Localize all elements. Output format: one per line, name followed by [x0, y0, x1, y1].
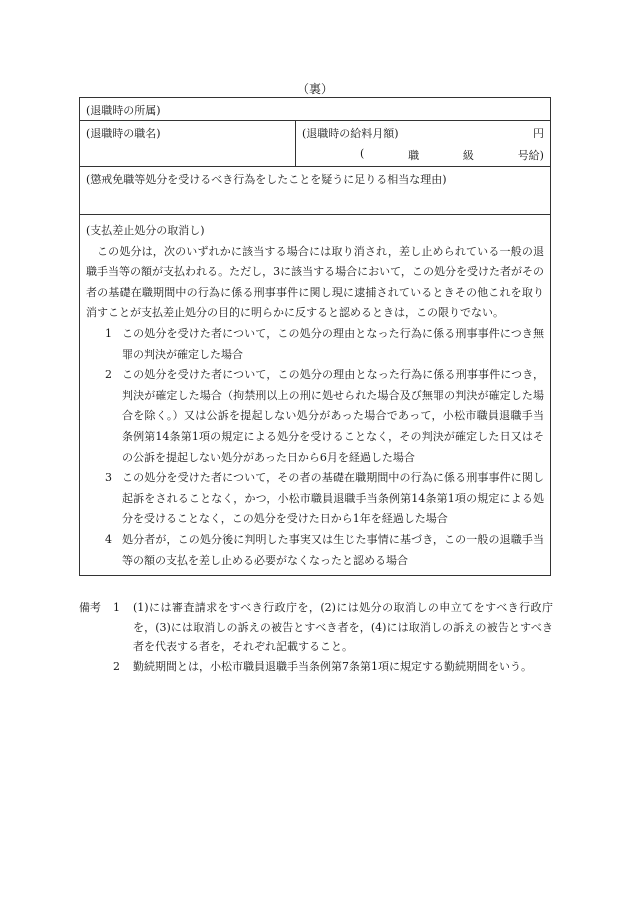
item-number: 4	[105, 532, 112, 546]
cancellation-item	[86, 530, 544, 571]
cancellation-item	[86, 324, 544, 365]
item-number: 2	[105, 368, 112, 382]
affiliation-row	[80, 98, 550, 121]
reason-label: (懲戒免職等処分を受けるべき行為をしたことを疑うに足りる相当な理由)	[86, 173, 447, 186]
cancellation-item	[86, 365, 544, 468]
remark-item	[79, 657, 553, 677]
yen-unit: 円	[533, 127, 544, 140]
remark-number: 1	[113, 601, 120, 614]
grade-kyu: 級	[462, 149, 474, 162]
position-label: (退職時の職名)	[86, 127, 161, 140]
salary-label: (退職時の給料月額)	[302, 127, 399, 140]
item-text: この処分を受けた者について，その者の基礎在職期間中の行為に係る刑事事件に関し起訴をされることなく，かつ，小松市職員退職手当条例第14条第1項の規定による処分を受けることなく，この処分を受けた日から1年を経過した場合	[122, 471, 544, 526]
affiliation-label: (退職時の所属)	[86, 104, 161, 117]
grade-open-paren: (	[360, 147, 365, 160]
grade-shoku: 職	[408, 149, 420, 162]
disposition-form-table	[79, 97, 551, 576]
remarks-section	[79, 598, 553, 676]
salary-cell	[296, 121, 550, 166]
position-cell	[80, 121, 296, 166]
item-text: この処分を受けた者について，この処分の理由となった行為に係る刑事事件につき無罪の判決が確定した場合	[122, 326, 544, 361]
grade-line	[360, 147, 544, 163]
cancellation-item	[86, 468, 544, 530]
reason-row	[80, 167, 550, 215]
position-salary-row	[80, 121, 550, 167]
remark-text: 勤続期間とは，小松市職員退職手当条例第7条第1項に規定する勤続期間をいう。	[133, 659, 532, 673]
remarks-label: 備考	[79, 601, 101, 614]
remark-text: (1)には審査請求をすべき行政庁を，(2)には処分の取消しの申立てをすべき行政庁を，(3)には取消しの訴えの被告とすべき者を，(4)には取消しの訴えの被告とすべき者を代表する者を，それぞれ記載すること。	[133, 601, 553, 653]
cancellation-heading: (支払差止処分の取消し)	[86, 224, 205, 237]
item-number: 1	[105, 326, 112, 340]
item-number: 3	[105, 471, 112, 485]
cancellation-intro: この処分は，次のいずれかに該当する場合には取り消され，差し止められている一般の退職手当等の額が支払われる。ただし，3に該当する場合において，この処分を受けた者がその者の基礎在職期間中の行為に係る刑事事件に関し現に逮捕されているときその他これを取り消すことが支払差止処分の目的に明らかに反すると認めるときは，この限りでない。	[86, 244, 544, 320]
cancellation-row	[80, 215, 550, 575]
grade-gokyu: 号給)	[517, 149, 544, 162]
item-text: 処分者が，この処分後に判明した事実又は生じた事情に基づき，この一般の退職手当等の額の支払を差し止める必要がなくなったと認める場合	[122, 532, 544, 567]
remark-number: 2	[113, 659, 120, 673]
page-side-mark: （裏）	[296, 82, 333, 96]
remark-item	[79, 598, 553, 657]
item-text: この処分を受けた者について，この処分の理由となった行為に係る刑事事件につき，判決が確定した場合（拘禁刑以上の刑に処せられた場合及び無罪の判決が確定した場合を除く。）又は公訴を提起しない処分があった場合であって，小松市職員退職手当条例第14条第1項の規定による処分を受けることなく，その判決が確定した日又はその公訴を提起しない処分があった日から6月を経過した場合	[122, 368, 544, 464]
